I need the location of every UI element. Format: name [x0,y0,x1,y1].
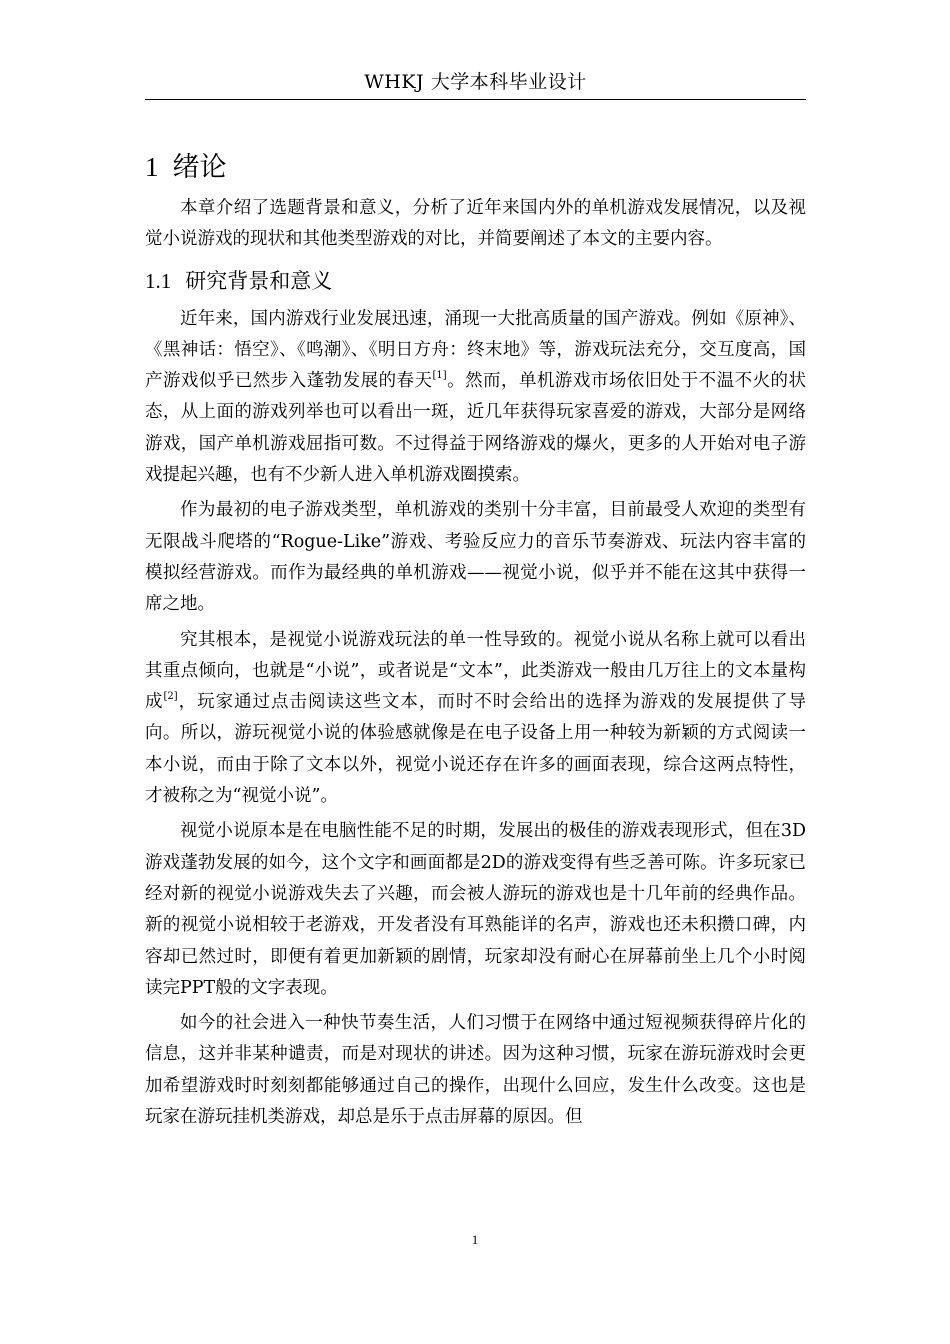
page-header: WHKJ 大学本科毕业设计 [364,71,587,93]
page-number: 1 [471,1232,479,1247]
paragraph-4: 视觉小说原本是在电脑性能不足的时期，发展出的极佳的游戏表现形式，但在3D游戏蓬勃发展的如今，这个文字和画面都是2D的游戏变得有些乏善可陈。许多玩家已经对新的视觉小说游戏失去了兴趣，而会被人游玩的游戏也是十几年前的经典作品。新的视觉小说相较于老游戏，开发者没有耳熟能详的名声，游戏也还未积攒口碑，内容却已然过时，即便有着更加新颖的剧情，玩家却没有耐心在屏幕前坐上几个小时阅读完PPT般的文字表现。 [145,821,806,998]
chapter-heading [145,148,806,187]
citation-2[interactable]: [2] [163,691,178,703]
intro-paragraph: 本章介绍了选题背景和意义，分析了近年来国内外的单机游戏发展情况，以及视觉小说游戏的现状和其他类型游戏的对比，并简要阐述了本文的主要内容。 [145,198,806,250]
section-heading [145,262,806,300]
chapter-title: 绪论 [172,152,227,183]
paragraph-3-text-b: ，玩家通过点击阅读这些文本，而时不时会给出的选择为游戏的发展提供了导向。所以，游玩视觉小说的体验感就像是在电子设备上用一种较为新颖的方式阅读一本小说，而由于除了文本以外，视觉小说还存在许多的画面表现，综合这两点特性，才被称之为“视觉小说”。 [145,692,807,807]
section-number: 1.1 [145,268,172,293]
header-rule [145,99,806,100]
paragraph-1-text-b: 。然而，单机游戏市场依旧处于不温不火的状态，从上面的游戏列举也可以看出一斑，近几年获得玩家喜爱的游戏，大部分是网络游戏，国产单机游戏屈指可数。不过得益于网络游戏的爆火，更多的人开始对电子游戏提起兴趣，也有不少新人进入单机游戏圈摸索。 [145,371,807,486]
section-title: 研究背景和意义 [185,268,333,293]
document-body [145,148,806,1137]
chapter-number: 1 [145,152,159,182]
paragraph-1 [145,304,806,492]
citation-1[interactable]: [1] [432,370,447,382]
paragraph-2: 作为最初的电子游戏类型，单机游戏的类别十分丰富，目前最受人欢迎的类型有无限战斗爬塔的“Rogue-Like”游戏、考验反应力的音乐节奏游戏、玩法内容丰富的模拟经营游戏。而作为最经典的单机游戏——视觉小说，似乎并不能在这其中获得一席之地。 [145,500,806,615]
paragraph-1-text-a: 近年来，国内游戏行业发展迅速，涌现一大批高质量的国产游戏。例如《原神》、《黑神话：悟空》、《鸣潮》、《明日方舟：终末地》等，游戏玩法充分，交互度高，国产游戏似乎已然步入蓬勃发展的春天 [145,308,806,392]
paragraph-5: 如今的社会进入一种快节奏生活，人们习惯于在网络中通过短视频获得碎片化的信息，这并非某种谴责，而是对现状的讲述。因为这种习惯，玩家在游玩游戏时会更加希望游戏时时刻刻都能够通过自己的操作，出现什么回应，发生什么改变。这也是玩家在游玩挂机类游戏，却总是乐于点击屏幕的原因。但 [145,1013,806,1128]
paragraph-3-text-a: 究其根本，是视觉小说游戏玩法的单一性导致的。视觉小说从名称上就可以看出其重点倾向，也就是“小说”，或者说是“文本”，此类游戏一般由几万往上的文本量构成 [145,629,806,713]
paragraph-3 [145,625,806,813]
